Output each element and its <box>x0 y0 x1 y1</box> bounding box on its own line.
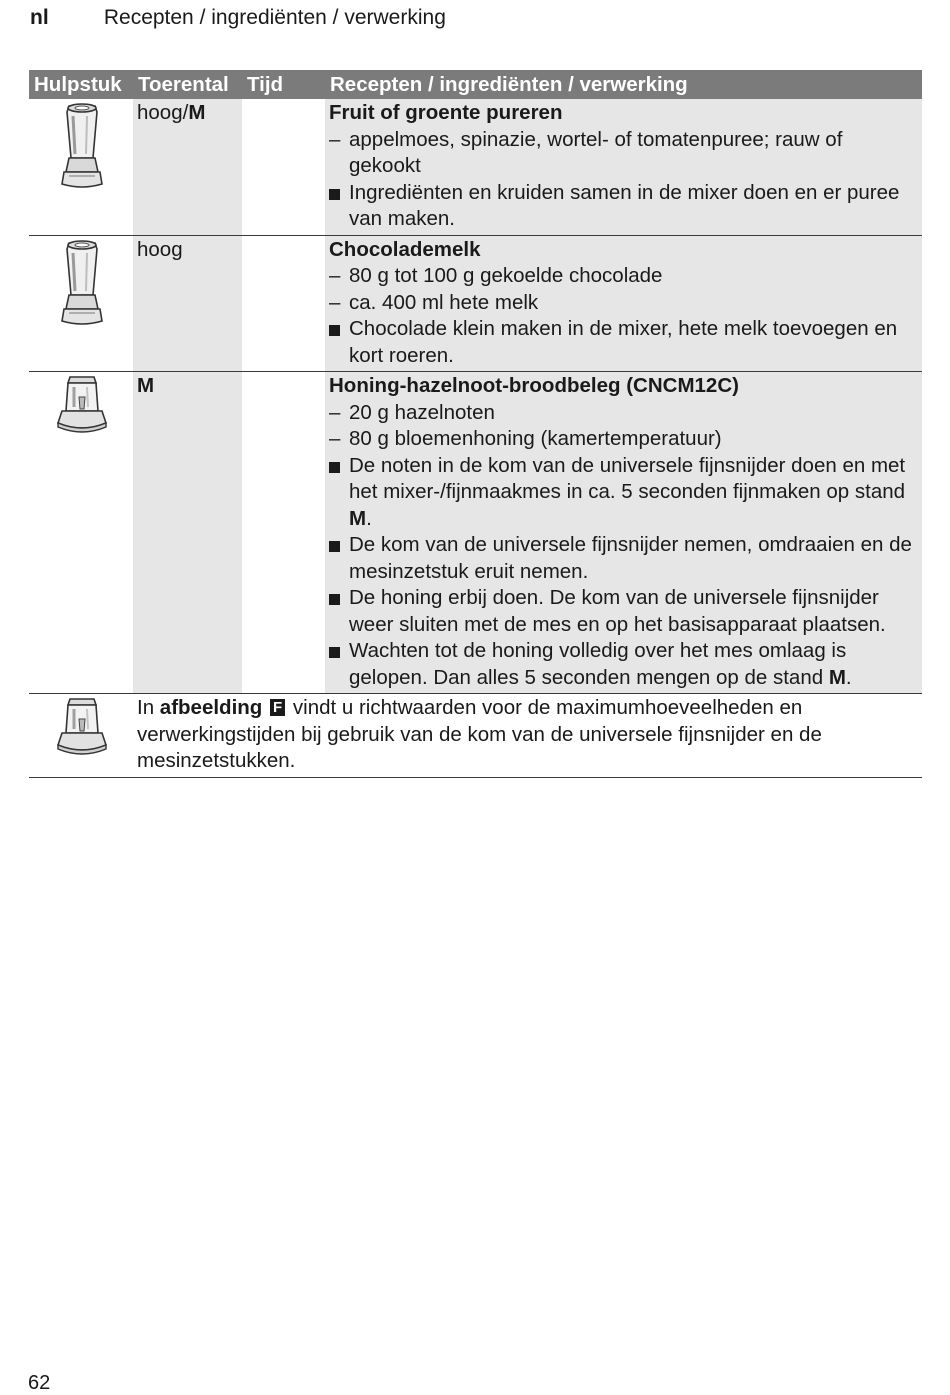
attachment-cell <box>29 235 133 372</box>
ingredient-item: – appelmoes, spinazie, wortel- of tomatenpuree; rauw of gekookt <box>329 127 843 177</box>
attachment-cell <box>29 99 133 235</box>
blender-jug-icon <box>57 100 107 192</box>
attachment-cell <box>29 694 133 778</box>
square-bullet-icon <box>329 585 349 612</box>
speed-cell: M <box>133 372 242 694</box>
instruction-item: De noten in de kom van de universele fijnsnijder doen en met het mixer-/fijnmaakmes in ca. 5 seconden fijnmaken op stand M. <box>329 453 919 533</box>
time-cell <box>242 235 325 372</box>
figure-reference: afbeelding <box>159 696 263 719</box>
recipe-title: Chocolademelk <box>329 237 481 261</box>
time-cell <box>242 99 325 235</box>
square-bullet-icon <box>329 532 349 559</box>
page-header <box>30 6 446 30</box>
recipe-title: Fruit of groente pureren <box>329 101 563 124</box>
attachment-cell <box>29 372 133 694</box>
ingredient-item: – ca. 400 ml hete melk <box>329 290 539 314</box>
square-bullet-icon <box>329 638 349 665</box>
table-row <box>29 372 922 694</box>
ingredient-item: – 80 g bloemenhoning (kamertemperatuur) <box>329 427 722 450</box>
table-row <box>29 99 922 235</box>
recipe-cell <box>325 372 922 694</box>
instruction-item: Ingrediënten en kruiden samen in de mixer doen en er puree van maken. <box>329 180 919 233</box>
page-title: Recepten / ingrediënten / verwerking <box>103 6 446 29</box>
recipes-table <box>29 70 922 778</box>
column-header-attachment: Hulpstuk <box>29 70 133 99</box>
figure-badge: F <box>270 699 285 716</box>
recipe-title: Honing-hazelnoot-broodbeleg (CNCM12C) <box>329 374 739 397</box>
column-header-time: Tijd <box>242 70 325 99</box>
column-header-recipe: Recepten / ingrediënten / verwerking <box>325 70 922 99</box>
square-bullet-icon <box>329 316 349 343</box>
square-bullet-icon <box>329 453 349 480</box>
instruction-item: Chocolade klein maken in de mixer, hete melk toevoegen en kort roeren. <box>329 316 919 369</box>
recipe-cell <box>325 235 922 372</box>
recipe-cell <box>325 99 922 235</box>
instruction-item: Wachten tot de honing volledig over het mes omlaag is gelopen. Dan alles 5 seconden mengen op de stand M. <box>329 638 919 691</box>
note-text: In afbeelding F vindt u richtwaarden voor de maximumhoeveelheden en verwerkingstijden bij gebruik van de kom van de universele fijnsnijder en de mesinzetstukken. <box>137 696 822 772</box>
speed-cell: hoog/M <box>133 99 242 235</box>
note-row <box>29 694 922 778</box>
table-header-row <box>29 70 922 99</box>
square-bullet-icon <box>329 180 349 207</box>
chopper-bowl-icon <box>54 373 110 437</box>
time-cell <box>242 372 325 694</box>
table-row <box>29 235 922 372</box>
instruction-item: De honing erbij doen. De kom van de universele fijnsnijder weer sluiten met de mes en op het basisapparaat plaatsen. <box>329 585 919 638</box>
ingredient-item: – 20 g hazelnoten <box>329 400 495 424</box>
column-header-speed: Toerental <box>133 70 242 99</box>
page-number: 62 <box>28 1372 51 1394</box>
chopper-bowl-icon <box>54 695 110 759</box>
ingredient-item: – 80 g tot 100 g gekoelde chocolade <box>329 264 663 287</box>
language-code: nl <box>30 6 49 29</box>
blender-jug-icon <box>57 237 107 329</box>
speed-cell: hoog <box>133 235 242 372</box>
instruction-item: De kom van de universele fijnsnijder nemen, omdraaien en de mesinzetstuk eruit nemen. <box>329 532 919 585</box>
